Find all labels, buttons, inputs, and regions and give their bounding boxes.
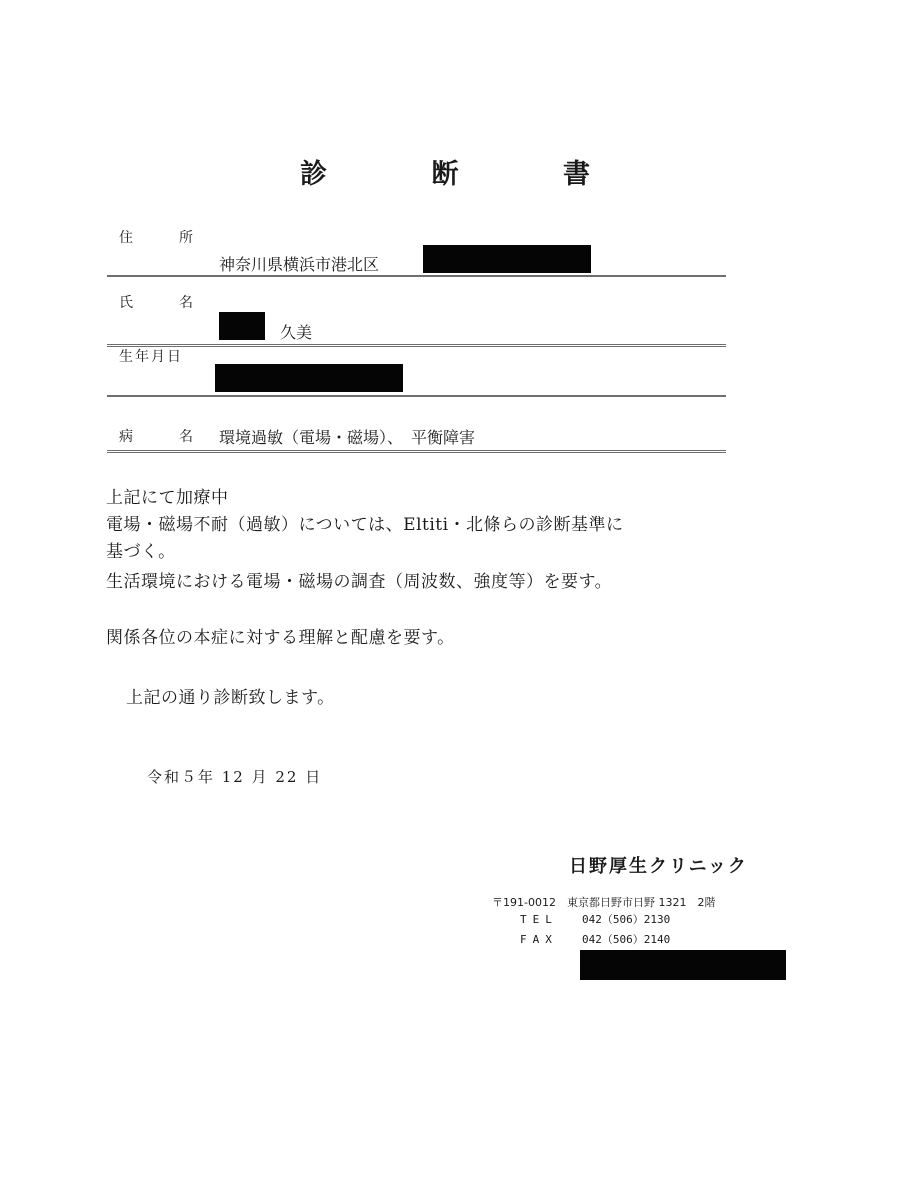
clinic-fax-row [520,931,670,947]
body-line: 上記にて加療中 [106,488,229,508]
tel-value: 042（506）2130 [582,913,671,926]
body-line: 上記の通り診断致します。 [126,688,335,708]
body-line: 電場・磁場不耐（過敏）については、Eltiti・北條らの診断基準に [106,515,624,535]
issue-date: 令和５年 12 月 22 日 [147,768,323,786]
birthdate-label: 生年月日 [119,349,183,365]
title-char: 断 [431,159,459,190]
name-label: 氏 名 [119,295,209,311]
address-label: 住 所 [119,230,209,246]
redaction-bar [580,950,786,980]
body-line: 基づく。 [106,542,176,562]
disease-underline [107,450,726,453]
fax-label: FAX [520,933,558,946]
disease-label: 病 名 [119,429,209,445]
address-underline [107,275,726,277]
name-underline [107,344,726,347]
redaction-bar [219,312,265,340]
redaction-bar [423,245,591,273]
tel-label: TEL [520,913,558,926]
body-line: 関係各位の本症に対する理解と配慮を要す。 [106,628,455,648]
address-value: 神奈川県横浜市港北区 [219,255,380,274]
document-title [300,152,590,191]
redaction-bar [215,364,403,392]
title-char: 書 [563,159,590,190]
clinic-name: 日野厚生クリニック [569,856,748,877]
disease-value: 環境過敏（電場・磁場）、 平衡障害 [219,428,476,447]
body-line: 生活環境における電場・磁場の調査（周波数、強度等）を要す。 [106,572,613,592]
title-char: 診 [300,159,327,190]
name-value: 久美 [280,323,313,342]
clinic-address: 〒191-0012 東京都日野市日野 1321 2階 [492,896,716,909]
fax-value: 042（506）2140 [582,933,671,946]
birthdate-underline [107,395,726,397]
clinic-tel-row [520,911,670,927]
